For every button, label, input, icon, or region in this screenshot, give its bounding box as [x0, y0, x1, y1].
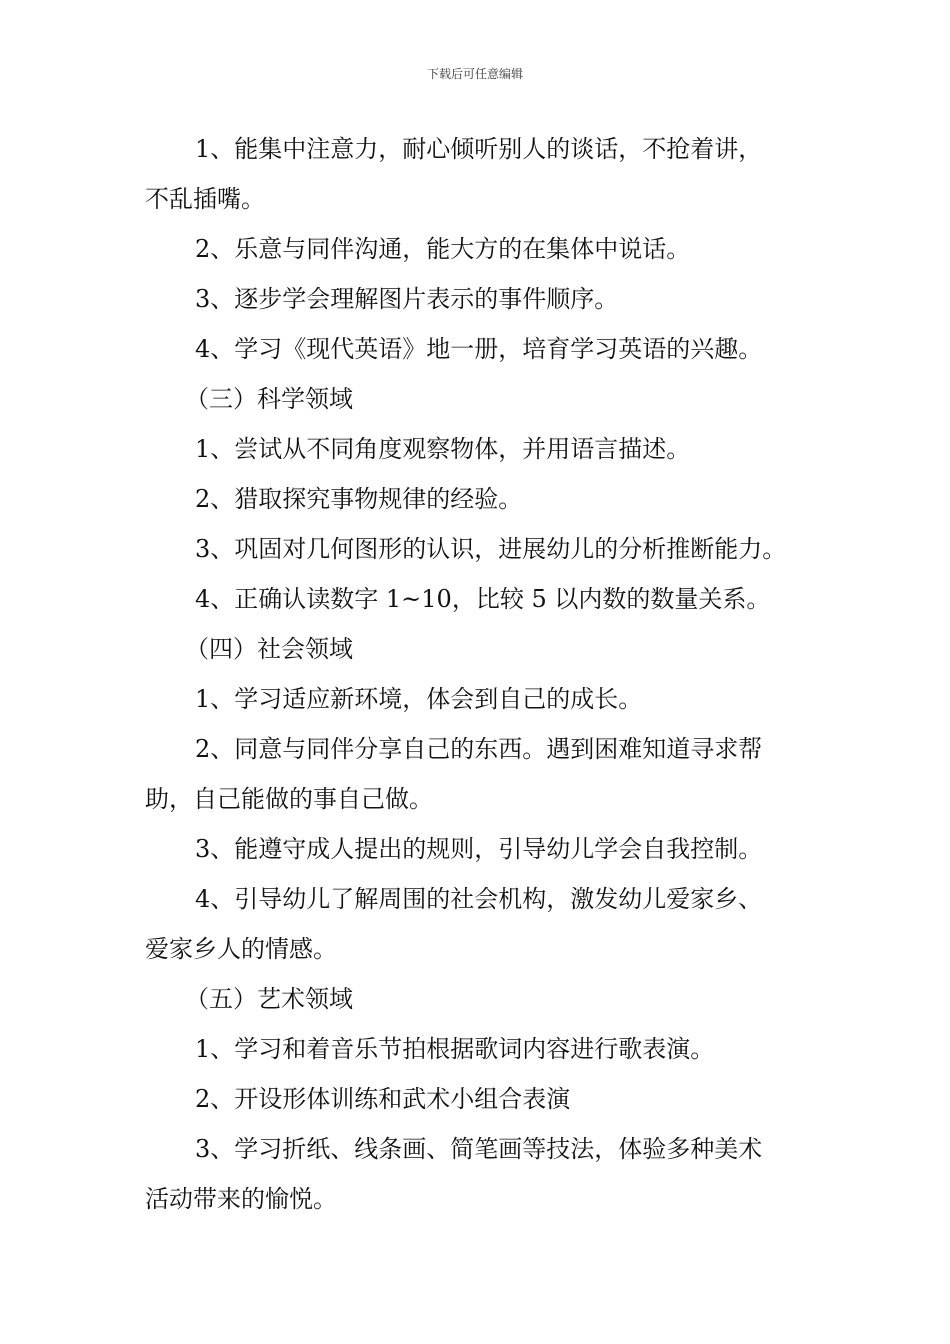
- paragraph-line: 3、能遵守成人提出的规则，引导幼儿学会自我控制。: [195, 835, 763, 863]
- paragraph-line: 2、乐意与同伴沟通，能大方的在集体中说话。: [195, 235, 691, 263]
- paragraph: [145, 224, 810, 274]
- paragraph: [145, 524, 810, 574]
- paragraph-line: 3、逐步学会理解图片表示的事件顺序。: [195, 285, 619, 313]
- paragraph: [145, 124, 810, 224]
- paragraph: [145, 1074, 810, 1124]
- paragraph: [145, 824, 810, 874]
- paragraph: [145, 674, 810, 724]
- paragraph-line: 3、学习折纸、线条画、简笔画等技法，体验多种美术: [195, 1135, 763, 1163]
- paragraph-line: 1、尝试从不同角度观察物体，并用语言描述。: [195, 435, 691, 463]
- paragraph: [145, 474, 810, 524]
- section-heading: [145, 974, 810, 1024]
- paragraph: [145, 1124, 810, 1224]
- paragraph-line: 4、正确认读数字 1~10，比较 5 以内数的数量关系。: [195, 585, 771, 613]
- paragraph: [145, 874, 810, 974]
- section-heading-text: （四）社会领域: [185, 635, 353, 663]
- paragraph-line: 2、开设形体训练和武术小组合表演: [195, 1085, 571, 1113]
- paragraph: [145, 724, 810, 824]
- paragraph-line: 2、同意与同伴分享自己的东西。遇到困难知道寻求帮: [195, 735, 763, 763]
- document-body: [145, 124, 810, 1224]
- paragraph: [145, 424, 810, 474]
- paragraph-line: 4、学习《现代英语》地一册，培育学习英语的兴趣。: [195, 335, 763, 363]
- paragraph-line: 4、引导幼儿了解周围的社会机构，激发幼儿爱家乡、: [195, 885, 763, 913]
- paragraph-line: 助，自己能做的事自己做。: [145, 785, 433, 813]
- section-heading-text: （三）科学领域: [185, 385, 353, 413]
- section-heading: [145, 374, 810, 424]
- paragraph-line: 1、能集中注意力，耐心倾听别人的谈话，不抢着讲，: [195, 135, 763, 163]
- paragraph-line: 1、学习适应新环境，体会到自己的成长。: [195, 685, 643, 713]
- paragraph-line: 3、巩固对几何图形的认识，进展幼儿的分析推断能力。: [195, 535, 787, 563]
- paragraph-line: 2、猎取探究事物规律的经验。: [195, 485, 523, 513]
- paragraph: [145, 324, 810, 374]
- paragraph: [145, 1024, 810, 1074]
- section-heading: [145, 624, 810, 674]
- paragraph-line: 不乱插嘴。: [145, 185, 265, 213]
- page-header: 下载后可任意编辑: [426, 67, 523, 81]
- paragraph-line: 爱家乡人的情感。: [145, 935, 337, 963]
- paragraph: [145, 274, 810, 324]
- section-heading-text: （五）艺术领域: [185, 985, 353, 1013]
- paragraph-line: 活动带来的愉悦。: [145, 1185, 337, 1213]
- paragraph: [145, 574, 810, 624]
- paragraph-line: 1、学习和着音乐节拍根据歌词内容进行歌表演。: [195, 1035, 715, 1063]
